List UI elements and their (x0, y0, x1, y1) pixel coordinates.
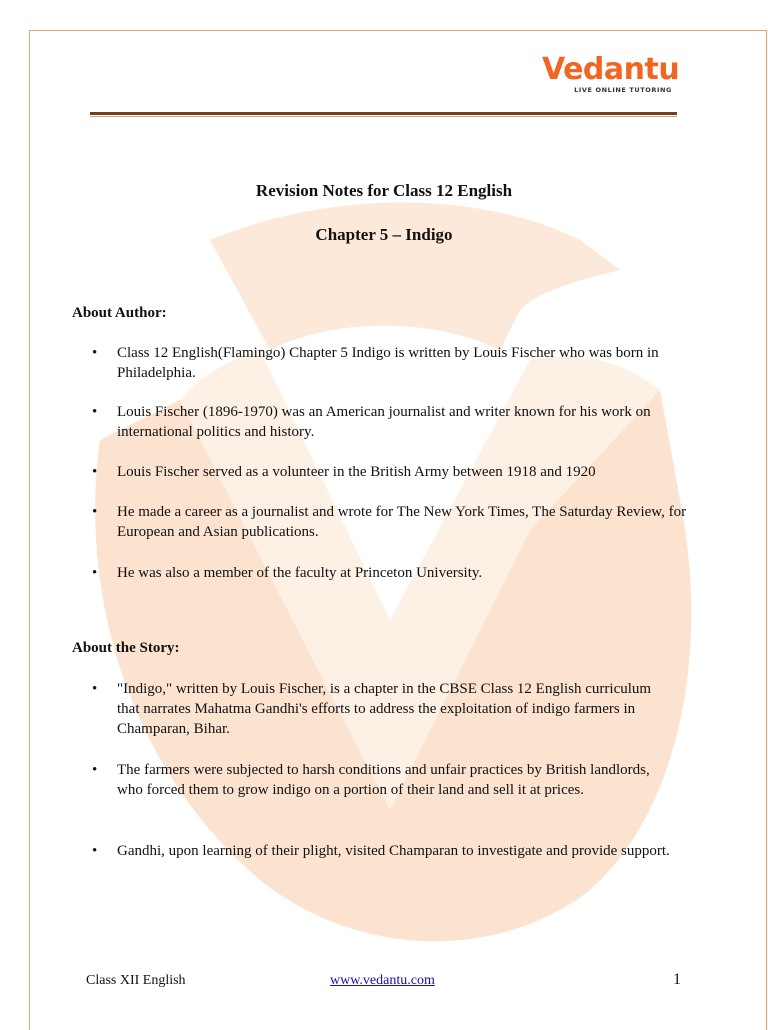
list-item: • Class 12 English(Flamingo) Chapter 5 Indigo is written by Louis Fischer who was born in Philadelphia. (92, 345, 659, 381)
logo-brand-text: Vedantu (542, 52, 680, 87)
footer-website-link[interactable]: www.vedantu.com (330, 973, 435, 988)
list-item: • He made a career as a journalist and wrote for The New York Times, The Saturday Review, for European and Asian publications. (92, 504, 687, 540)
list-item: • "Indigo," written by Louis Fischer, is a chapter in the CBSE Class 12 English curriculum that narrates Mahatma Gandhi's efforts to address the exploitation of indigo farmers in Champaran, Bihar. (92, 681, 652, 737)
section-heading-author: About Author: (72, 305, 167, 321)
list-item: • The farmers were subjected to harsh conditions and unfair practices by British landlords, who forced them to grow indigo on a portion of their land and sell it at prices. (92, 762, 650, 798)
section-heading-story: About the Story: (72, 640, 180, 656)
list-item: • Louis Fischer served as a volunteer in the British Army between 1918 and 1920 (92, 464, 596, 480)
document-title: Revision Notes for Class 12 English (255, 181, 513, 200)
vedantu-logo (542, 52, 680, 97)
header-divider (90, 112, 677, 117)
footer-class-label: Class XII English (86, 973, 186, 988)
list-item: • He was also a member of the faculty at Princeton University. (92, 565, 483, 581)
logo-tagline: LIVE ONLINE TUTORING (574, 86, 672, 94)
list-item: • Gandhi, upon learning of their plight, visited Champaran to investigate and provide support. (92, 843, 670, 859)
chapter-title: Chapter 5 – Indigo (315, 225, 453, 244)
page-number: 1 (673, 971, 681, 988)
list-item: • Louis Fischer (1896-1970) was an American journalist and writer known for his work on international politics and history. (92, 404, 651, 440)
